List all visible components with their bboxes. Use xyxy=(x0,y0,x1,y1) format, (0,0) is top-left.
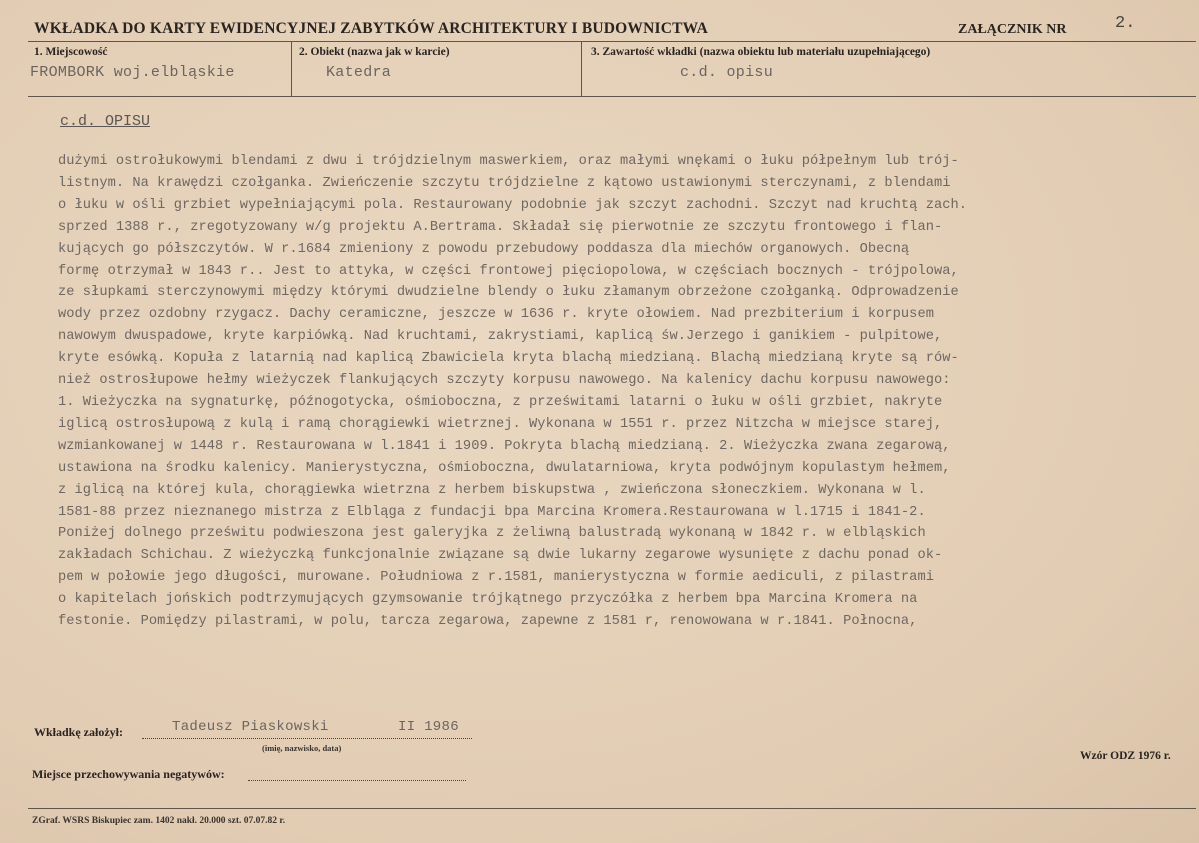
field-divider-2 xyxy=(581,41,582,96)
storage-dotted-line xyxy=(248,780,466,781)
founder-date: II 1986 xyxy=(398,719,459,735)
field-object-label: 2. Obiekt (nazwa jak w karcie) xyxy=(299,46,450,58)
body-line: kujących go półszczytów. W r.1684 zmieniony z powodu przebudowy poddasza dla miechów organowych. Obecną xyxy=(58,241,910,257)
body-line: festonie. Pomiędzy pilastrami, w polu, tarcza zegarowa, zapewne z 1581 r, renowowana w r.1841. Połnocna, xyxy=(58,614,918,630)
body-line: o kapitelach jońskich podtrzymujących gzymsowanie trójkątnego przyczółka z herbem bpa Marcina Kromera na xyxy=(58,592,918,608)
annex-number: 2. xyxy=(1115,14,1136,33)
body-line: nież ostrosłupowe hełmy wieżyczek flankujących szczyty korpusu nawowego. Na kalenicy dachu korpusu nawowego: xyxy=(58,373,951,389)
body-line: wzmiankowanej w 1448 r. Restaurowana w l.1841 i 1909. Pokryta blachą miedzianą. 2. Wieżyczka zwana zegarową, xyxy=(58,438,951,454)
body-line: pem w połowie jego długości, murowane. Południowa z r.1581, manierystyczna w formie aediculi, z pilastrami xyxy=(58,570,934,586)
body-line: 1. Wieżyczka na sygnaturkę, późnogotycka, ośmioboczna, z prześwitami latarni o łuku w ośli grzbiet, nakryte xyxy=(58,394,943,410)
body-line: Poniżej dolnego prześwitu podwieszona jest galeryjka z żeliwną balustradą wykonaną w 1842 r. w elbląskich xyxy=(58,526,926,542)
field-content-value: c.d. opisu xyxy=(680,64,774,81)
body-line: formę otrzymał w 1843 r.. Jest to attyka, w części frontowej pięciopolowa, w częściach bocznych - trójpolowa, xyxy=(58,263,959,279)
form-model: Wzór ODZ 1976 r. xyxy=(1080,750,1171,762)
body-line: wody przez ozdobny rzygacz. Dachy ceramiczne, jeszcze w 1636 r. kryte ołowiem. Nad prezbiterium i korpusem xyxy=(58,307,934,323)
body-line: nawowym dwuspadowe, kryte karpiówką. Nad kruchtami, zakrystiami, kaplicą św.Jerzego i ganikiem - pulpitowe, xyxy=(58,329,943,345)
header-top-rule xyxy=(28,41,1196,42)
field-divider-1 xyxy=(291,41,292,96)
body-line: o łuku w ośli grzbiet wypełniającymi pola. Restaurowany podobnie jak szczyt zachodni. Szczyt nad kruchtą zach. xyxy=(58,197,968,213)
body-line: sprzed 1388 r., zregotyzowany w/g projektu A.Bertrama. Składał się pierwotnie ze szczytu frontowego i flan- xyxy=(58,219,943,235)
body-line: iglicą ostrosłupową z kulą i ramą chorągiewki wietrznej. Wykonana w 1551 r. przez Nitzcha w miejsce starej, xyxy=(58,416,943,432)
print-info: ZGraf. WSRS Biskupiec zam. 1402 nakł. 20.000 szt. 07.07.82 r. xyxy=(32,816,286,826)
body-line: listnym. Na krawędzi czołganka. Zwieńczenie szczytu trójdzielne z kątowo ustawionymi sterczynami, z blendami xyxy=(58,175,951,191)
founder-hint: (imię, nazwisko, data) xyxy=(262,743,342,753)
body-line: ustawiona na środku kalenicy. Manierystyczna, ośmioboczna, dwulatarniowa, kryta podwójnym kopulastym hełmem, xyxy=(58,460,951,476)
header-bottom-rule xyxy=(28,96,1196,97)
body-line: ze słupkami sterczynowymi między którymi dwudzielne blendy o łuku złamanym obrzeżone czołganką. Odprowadzenie xyxy=(58,285,959,301)
body-line: zakładach Schichau. Z wieżyczką funkcjonalnie związane są dwie lukarny zegarowe wysunięte z dachu ponad ok- xyxy=(58,548,943,564)
founder-name: Tadeusz Piaskowski xyxy=(172,719,329,735)
founder-label: Wkładkę założył: xyxy=(34,725,123,739)
field-content-label: 3. Zawartość wkładki (nazwa obiektu lub materiału uzupełniającego) xyxy=(591,46,931,58)
body-line: z iglicą na której kula, chorągiewka wietrzna z herbem biskupstwa , zwieńczona słoneczkiem. Wykonana w l. xyxy=(58,482,926,498)
annex-label: ZAŁĄCZNIK NR xyxy=(958,22,1067,37)
body-line: 1581-88 przez nieznanego mistrza z Elbląga z fundacji bpa Marcina Kromera.Restaurowana w l.1715 i 1841-2. xyxy=(58,504,926,520)
field-locality-label: 1. Miejscowość xyxy=(34,46,108,58)
founder-dotted-line xyxy=(142,738,472,739)
field-object-value: Katedra xyxy=(326,64,392,81)
body-line: kryte esówką. Kopuła z latarnią nad kaplicą Zbawiciela kryta blachą miedzianą. Blachą miedzianą kryte są rów- xyxy=(58,351,959,367)
section-heading: c.d. OPISU xyxy=(60,113,151,130)
description-body xyxy=(58,151,1198,633)
storage-label: Miejsce przechowywania negatywów: xyxy=(32,767,225,781)
body-line: dużymi ostrołukowymi blendami z dwu i trójdzielnym maswerkiem, oraz małymi wnękami o łuku półpełnym lub trój- xyxy=(58,154,959,169)
bottom-rule xyxy=(28,808,1196,809)
field-locality-value: FROMBORK woj.elbląskie xyxy=(30,64,235,81)
form-title: WKŁADKA DO KARTY EWIDENCYJNEJ ZABYTKÓW ARCHITEKTURY I BUDOWNICTWA xyxy=(34,20,709,37)
